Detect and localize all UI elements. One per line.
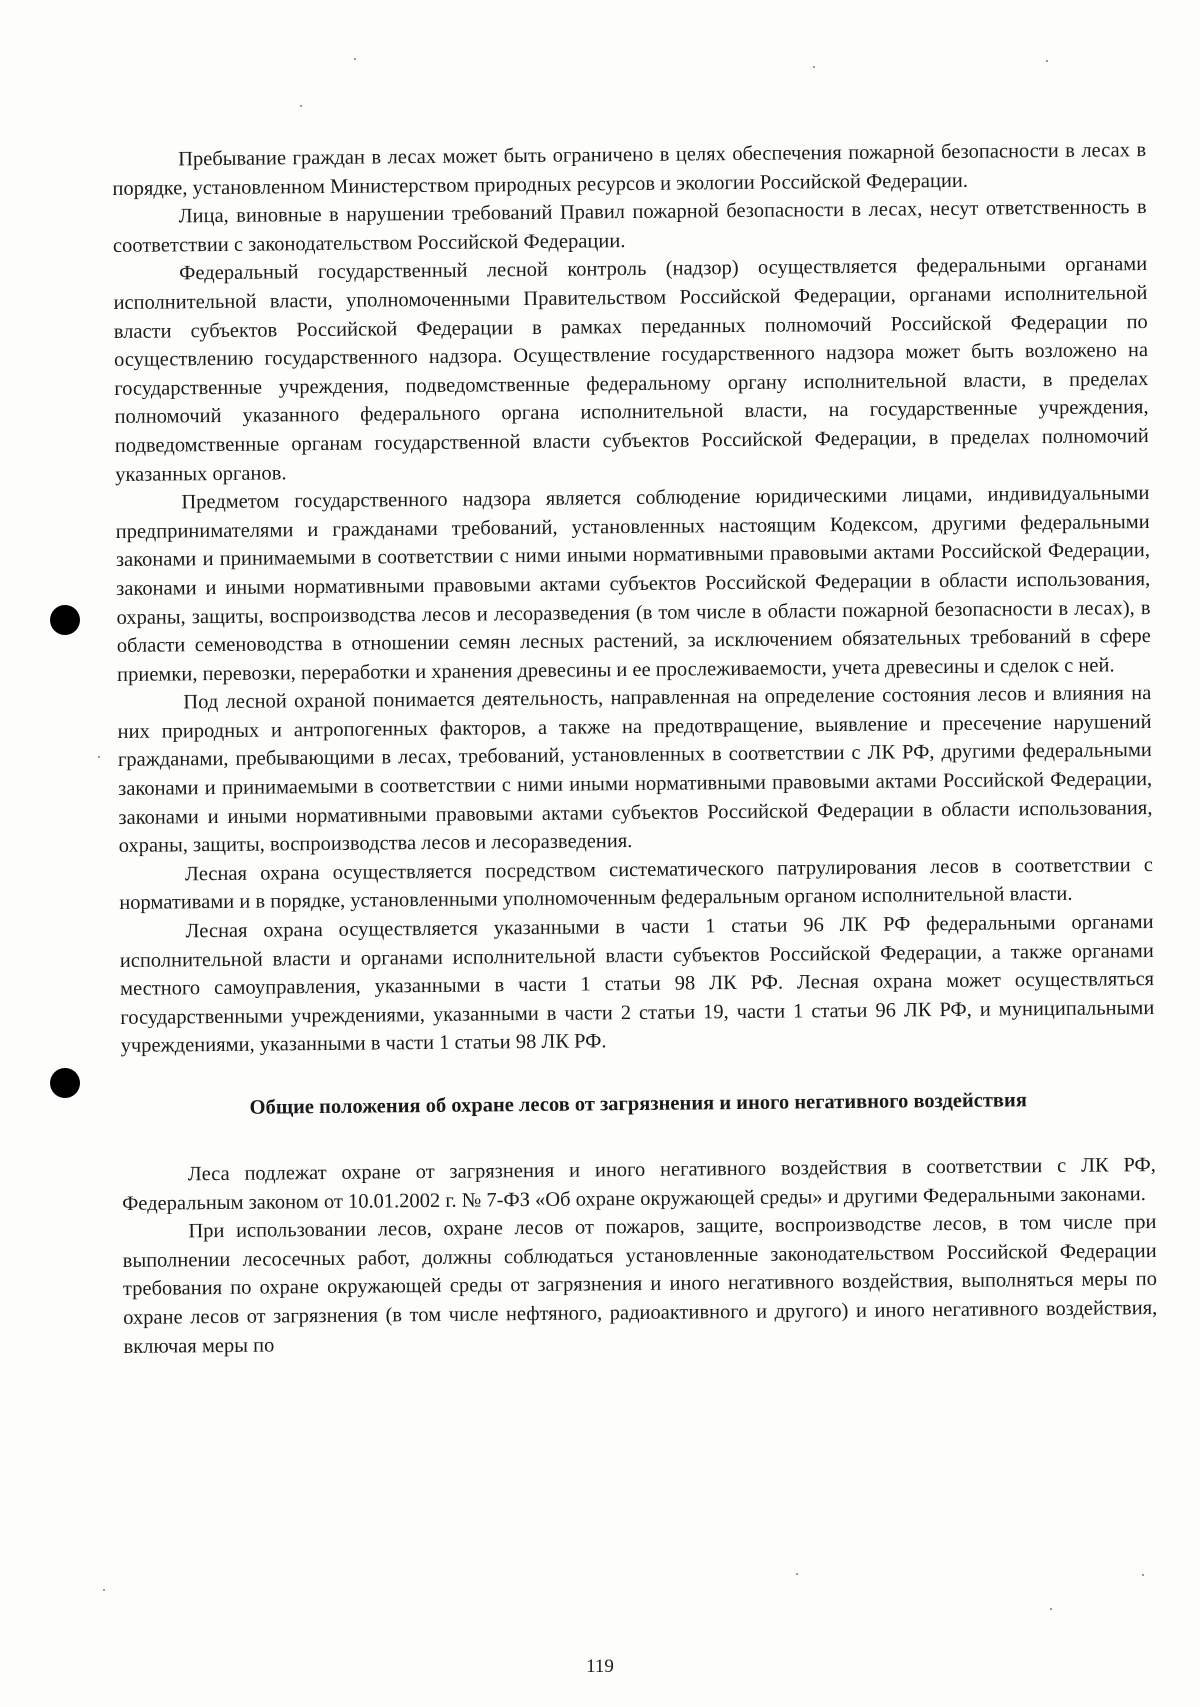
scan-speck bbox=[98, 756, 100, 758]
scan-speck bbox=[354, 58, 356, 60]
paragraph: При использовании лесов, охране лесов от пожаров, защите, воспроизводстве лесов, в том числе при выполнении лесосечных работ, должны соблюдаться установленные законодательством Российской Федерации требования по охране окружающей среды от загрязнения и иного негативного воздействия, выполняться меры по охране лесов от загрязнения (в том числе нефтяного, радиоактивного и другого) и иного негативного воздействия, включая меры по bbox=[122, 1211, 1158, 1358]
scan-speck bbox=[300, 105, 302, 107]
paragraph: Пребывание граждан в лесах может быть ограничено в целях обеспечения пожарной безопасности в лесах в порядке, установленном Министерством природных ресурсов и экологии Российской Федерации. bbox=[112, 139, 1147, 200]
section-heading: Общие положения об охране лесов от загрязнения и иного негативного воздействия bbox=[249, 1089, 1027, 1119]
paragraph: Федеральный государственный лесной контроль (надзор) осуществляется федеральными органами исполнительной власти, уполномоченными Правительством Российской Федерации, органами исполнительной власти субъектов Российской Федерации в рамках переданных полномочий Российской Федерации по осуществлению государственного надзора. Осуществление государственного надзора может быть возложено на государственные учреждения, подведомственные федеральному органу исполнительной власти, в пределах полномочий указанного федерального органа исполнительной власти, на государственные учреждения, подведомственные органам государственной власти субъектов Российской Федерации, в пределах полномочий указанных органов. bbox=[113, 253, 1149, 486]
paragraph: Лесная охрана осуществляется указанными в части 1 статьи 96 ЛК РФ федеральными органами исполнительной власти и органами исполнительной власти субъектов Российской Федерации, а также органами местного самоуправления, указанными в части 1 статьи 98 ЛК РФ. Лесная охрана может осуществляться государственными учреждениями, указанными в части 2 статьи 19, части 1 статьи 96 ЛК РФ, и муниципальными учреждениями, указанными в части 1 статьи 98 ЛК РФ. bbox=[119, 911, 1155, 1058]
scan-speck bbox=[813, 66, 815, 68]
document-body bbox=[112, 136, 1158, 1361]
scan-speck bbox=[103, 1589, 105, 1591]
punch-hole-mark bbox=[50, 1068, 80, 1098]
paragraph: Леса подлежат охране от загрязнения и иного негативного воздействия в соответствии с ЛК РФ, Федеральным законом от 10.01.2002 г. № 7-ФЗ «Об охране окружающей среды» и другими Федеральными законами. bbox=[122, 1154, 1156, 1215]
scan-speck bbox=[1142, 1574, 1144, 1576]
scan-speck bbox=[796, 1573, 798, 1575]
paragraph: Предметом государственного надзора является соблюдение юридическими лицами, индивидуальными предпринимателями и гражданами требований, установленных настоящим Кодексом, другими федеральными законами и принимаемыми в соответствии с ними иными нормативными правовыми актами Российской Федерации, законами и иными нормативными правовыми актами субъектов Российской Федерации в области использования, охраны, защиты, воспроизводства лесов и лесоразведения (в том числе в области пожарной безопасности в лесах), в области семеноводства в отношении семян лесных растений, за исключением обязательных требований в сфере приемки, перевозки, переработки и хранения древесины и ее прослеживаемости, учета древесины и сделок с ней. bbox=[115, 482, 1151, 686]
punch-hole-mark bbox=[50, 605, 80, 635]
scan-speck bbox=[1050, 1608, 1052, 1610]
paragraph: Под лесной охраной понимается деятельность, направленная на определение состояния лесов и влияния на них природных и антропогенных факторов, а также на предотвращение, выявление и пресечение нарушений гражданами, пребывающими в лесах, требований, установленных в соответствии с ЛК РФ, другими федеральными законами и принимаемыми в соответствии с ними иными нормативными правовыми актами Российской Федерации, законами и иными нормативными правовыми актами субъектов Российской Федерации в области использования, охраны, защиты, воспроизводства лесов и лесоразведения. bbox=[117, 682, 1153, 858]
page-number: 119 bbox=[586, 1656, 614, 1677]
paragraph: Лесная охрана осуществляется посредством систематического патрулирования лесов в соответствии с нормативами и в порядке, установленными уполномоченным федеральным органом исполнительной власти. bbox=[119, 853, 1154, 915]
scan-speck bbox=[1046, 60, 1048, 62]
paragraph: Лица, виновные в нарушении требований Правил пожарной безопасности в лесах, несут ответственность в соответствии с законодательством Российской Федерации. bbox=[112, 196, 1147, 257]
